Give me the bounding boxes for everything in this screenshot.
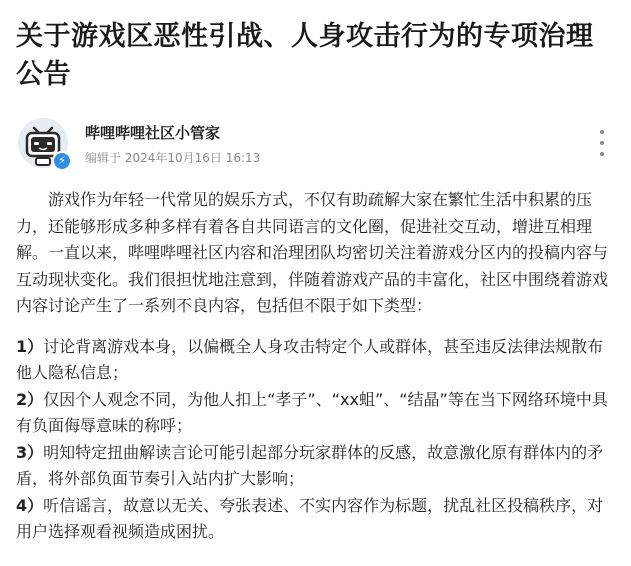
list-item (16, 440, 616, 493)
dot (600, 130, 604, 134)
list-item-text: 讨论背离游戏本身，以偏概全人身攻击特定个人或群体，甚至违反法律法规散布他人隐私信息； (16, 336, 604, 382)
list-item (16, 334, 616, 387)
dot (600, 152, 604, 156)
list-item (16, 387, 616, 440)
list-item-number: 3） (16, 442, 44, 462)
more-vertical-icon[interactable] (592, 128, 612, 158)
list-item-number: 2） (16, 389, 44, 409)
list-item-number: 4） (16, 495, 44, 515)
list-item (16, 493, 616, 546)
list-item-text: 明知特定扭曲解读言论可能引起部分玩家群体的反感，故意激化原有群体内的矛盾，将外部负面节奏引入站内扩大影响； (16, 442, 604, 488)
author-row (18, 118, 618, 170)
article-body (16, 187, 616, 546)
author-name[interactable]: 哔哩哔哩社区小管家 (85, 124, 221, 142)
intro-paragraph: 游戏作为年轻一代常见的娱乐方式，不仅有助疏解大家在繁忙生活中积累的压力，还能够形成多种多样有着各自共同语言的文化圈，促进社交互动，增进互相理解。一直以来，哔哩哔哩社区内容和治理团队均密切关注着游戏分区内的投稿内容与互动现状变化。我们很担忧地注意到，伴随着游戏产品的丰富化，社区中围绕着游戏内容讨论产生了一系列不良内容，包括但不限于如下类型： (16, 190, 609, 315)
dot (600, 141, 604, 145)
list-item-number: 1） (16, 336, 44, 356)
article-title: 关于游戏区恶性引战、人身攻击行为的专项治理公告 (16, 21, 594, 90)
verified-lightning-icon: ⚡ (52, 151, 72, 171)
list-item-text: 听信谣言，故意以无关、夸张表述、不实内容作为标题，扰乱社区投稿秩序，对用户选择观看视频造成困扰。 (16, 495, 604, 541)
list-item-text: 仅因个人观念不同，为他人扣上“孝子”、“xx蛆”、“结晶”等在当下网络环境中具有负面侮辱意味的称呼； (16, 389, 608, 435)
post-edit-timestamp: 编辑于 2024年10月16日 16:13 (85, 151, 261, 165)
